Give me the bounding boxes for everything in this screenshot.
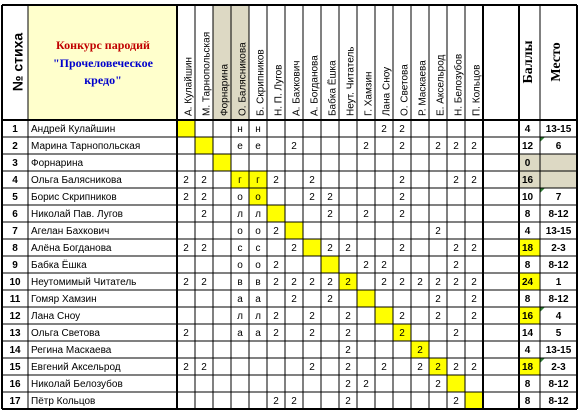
vote-cell: н xyxy=(255,124,261,136)
row-score: 18 xyxy=(521,362,534,374)
vote-cell: 2 xyxy=(435,311,441,323)
vote-cell: 2 xyxy=(471,175,477,187)
vote-cell: 2 xyxy=(201,277,207,289)
self-vote-cell xyxy=(213,154,231,171)
cell-comment-marker xyxy=(540,137,545,142)
self-vote-cell xyxy=(195,137,213,154)
vote-cell: 2 xyxy=(327,209,333,221)
vote-cell: в xyxy=(255,277,261,289)
row-number: 14 xyxy=(9,345,21,357)
row-number: 15 xyxy=(9,362,21,374)
row-place: 13-15 xyxy=(545,345,572,357)
vote-cell: 2 xyxy=(345,379,351,391)
judge-header-label: Н. П. Лугов xyxy=(273,64,285,116)
row-number: 10 xyxy=(9,277,21,289)
row-score: 8 xyxy=(524,209,531,221)
vote-cell: 2 xyxy=(399,124,405,136)
vote-cell: 2 xyxy=(471,362,477,374)
vote-cell: 2 xyxy=(381,362,387,374)
row-score: 4 xyxy=(524,226,531,238)
self-vote-cell xyxy=(267,205,285,222)
row-number: 6 xyxy=(12,209,18,221)
vote-cell: н xyxy=(237,124,243,136)
vote-cell: л xyxy=(237,209,243,221)
vote-cell: 2 xyxy=(363,141,369,153)
vote-cell: 2 xyxy=(273,328,279,340)
vote-cell: 2 xyxy=(183,328,189,340)
vote-cell: 2 xyxy=(381,260,387,272)
row-score: 8 xyxy=(524,396,531,408)
vote-cell: е xyxy=(255,141,261,153)
vote-cell: 2 xyxy=(345,311,351,323)
vote-cell: 2 xyxy=(417,362,423,374)
vote-cell: 2 xyxy=(381,124,387,136)
judge-header-label: А. Бахкович xyxy=(291,60,303,116)
row-number: 1 xyxy=(12,124,18,136)
row-place: 1 xyxy=(555,277,562,289)
vote-cell: 2 xyxy=(453,141,459,153)
judge-header-label: П. Кольцов xyxy=(471,64,483,116)
row-author-name: Пётр Кольцов xyxy=(31,396,96,408)
vote-cell: 2 xyxy=(345,396,351,408)
row-place: 7 xyxy=(555,192,562,204)
vote-cell: 2 xyxy=(399,328,405,340)
row-author-name: Форнарина xyxy=(31,158,84,170)
row-author-name: Николай Белозубов xyxy=(31,379,123,391)
vote-cell: 2 xyxy=(471,141,477,153)
row-author-name: Бабка Ёшка xyxy=(31,260,87,272)
row-place: 13-15 xyxy=(545,124,572,136)
row-author-name: Агелан Бахкович xyxy=(31,226,110,238)
self-vote-cell xyxy=(285,222,303,239)
vote-cell: 2 xyxy=(291,277,297,289)
row-author-name: Лана Сноу xyxy=(31,311,81,323)
vote-cell: 2 xyxy=(345,277,351,289)
vote-cell: с xyxy=(255,243,261,255)
vote-cell: 2 xyxy=(453,175,459,187)
row-author-name: Гомяр Хамзин xyxy=(31,294,97,306)
row-number: 13 xyxy=(9,328,21,340)
vote-cell: 2 xyxy=(363,379,369,391)
header-place-label: Место xyxy=(549,42,565,82)
row-place: 8-12 xyxy=(548,294,569,306)
vote-cell: 2 xyxy=(435,277,441,289)
row-place: 8-12 xyxy=(548,260,569,272)
row-score: 24 xyxy=(521,277,534,289)
vote-cell: г xyxy=(256,175,260,187)
title-line2: "Прочеловеческое xyxy=(52,56,154,70)
vote-cell: 2 xyxy=(309,362,315,374)
row-score: 18 xyxy=(521,243,534,255)
row-author-name: Регина Маскаева xyxy=(31,345,112,357)
vote-cell: о xyxy=(237,192,243,204)
cell-comment-marker xyxy=(540,188,545,193)
vote-cell: 2 xyxy=(345,243,351,255)
vote-cell: о xyxy=(237,260,243,272)
vote-cell: 2 xyxy=(183,277,189,289)
self-vote-cell xyxy=(321,256,339,273)
row-number: 5 xyxy=(12,192,18,204)
self-vote-cell xyxy=(177,120,195,137)
row-place: 6 xyxy=(555,141,562,153)
vote-cell: 2 xyxy=(345,328,351,340)
vote-cell: а xyxy=(237,294,243,306)
vote-cell: 2 xyxy=(273,260,279,272)
row-author-name: Борис Скрипников xyxy=(31,192,117,204)
vote-cell: 2 xyxy=(183,362,189,374)
vote-cell: л xyxy=(255,209,261,221)
judge-header-label: М. Тарнопольская xyxy=(201,31,213,116)
row-score: 4 xyxy=(524,124,531,136)
row-number: 2 xyxy=(12,141,18,153)
row-number: 8 xyxy=(12,243,18,255)
vote-cell: 2 xyxy=(327,277,333,289)
vote-cell: 2 xyxy=(309,175,315,187)
vote-cell: о xyxy=(255,192,261,204)
judge-header-label: Неут. Читатель xyxy=(345,46,357,116)
vote-cell: 2 xyxy=(327,294,333,306)
row-score: 8 xyxy=(524,294,531,306)
judge-header-label: А. Кулайшин xyxy=(183,57,195,116)
row-place: 5 xyxy=(555,328,562,340)
vote-cell: в xyxy=(237,277,243,289)
row-number: 12 xyxy=(9,311,21,323)
vote-cell: 2 xyxy=(183,243,189,255)
row-number: 3 xyxy=(12,158,18,170)
row-score: 0 xyxy=(524,158,531,170)
cell-comment-marker xyxy=(540,307,545,312)
judge-header-label: Форнарина xyxy=(219,63,231,116)
vote-cell: 2 xyxy=(291,294,297,306)
vote-cell: 2 xyxy=(309,311,315,323)
vote-cell: а xyxy=(255,328,261,340)
header-num-label: № стиха xyxy=(9,32,26,92)
row-place: 4 xyxy=(555,311,562,323)
vote-cell: 2 xyxy=(453,260,459,272)
judge-header-label: Г. Хамзин xyxy=(363,71,375,116)
vote-cell: 2 xyxy=(273,277,279,289)
vote-cell: 2 xyxy=(273,311,279,323)
row-number: 17 xyxy=(9,396,21,408)
row-author-name: Алёна Богданова xyxy=(31,243,112,255)
vote-cell: 2 xyxy=(435,294,441,306)
row-score: 10 xyxy=(521,192,534,204)
vote-cell: 2 xyxy=(183,192,189,204)
vote-cell: о xyxy=(237,226,243,238)
vote-cell: 2 xyxy=(435,226,441,238)
title-line1: Конкурс пародий xyxy=(56,38,150,52)
row-number: 4 xyxy=(12,175,18,187)
vote-cell: 2 xyxy=(273,226,279,238)
vote-cell: а xyxy=(255,294,261,306)
vote-cell: е xyxy=(237,141,243,153)
cell-comment-marker xyxy=(540,358,545,363)
vote-cell: 2 xyxy=(471,243,477,255)
judge-header-label: Н. Белозубов xyxy=(453,53,465,116)
vote-cell: 2 xyxy=(453,396,459,408)
vote-cell: 2 xyxy=(327,192,333,204)
judge-header-label: О. Светова xyxy=(399,64,411,116)
vote-cell: 2 xyxy=(201,362,207,374)
vote-cell: 2 xyxy=(435,379,441,391)
row-place: 13-15 xyxy=(545,226,572,238)
vote-cell: 2 xyxy=(399,175,405,187)
vote-cell: 2 xyxy=(309,328,315,340)
vote-cell: л xyxy=(237,311,243,323)
row-score: 4 xyxy=(524,345,531,357)
vote-cell: 2 xyxy=(345,362,351,374)
vote-cell: 2 xyxy=(417,345,423,357)
vote-cell: 2 xyxy=(201,243,207,255)
row-number: 11 xyxy=(9,294,21,306)
row-number: 9 xyxy=(12,260,18,272)
vote-cell: 2 xyxy=(363,209,369,221)
judge-header-label: А. Богданова xyxy=(309,55,321,116)
vote-cell: 2 xyxy=(291,396,297,408)
row-author-name: Неутомимый Читатель xyxy=(31,277,137,289)
row-author-name: Андрей Кулайшин xyxy=(31,124,116,136)
row-score: 8 xyxy=(524,379,531,391)
vote-cell: 2 xyxy=(309,277,315,289)
vote-cell: 2 xyxy=(381,277,387,289)
judge-header-label: Лана Сноу xyxy=(381,66,393,116)
judge-header-label: Е. Аксельрод xyxy=(435,54,447,116)
vote-cell: 2 xyxy=(453,328,459,340)
vote-cell: 2 xyxy=(399,192,405,204)
vote-cell: 2 xyxy=(399,311,405,323)
place-shade xyxy=(540,171,577,188)
vote-cell: 2 xyxy=(399,141,405,153)
vote-cell: 2 xyxy=(273,396,279,408)
row-score: 14 xyxy=(521,328,534,340)
vote-cell: 2 xyxy=(201,192,207,204)
self-vote-cell xyxy=(303,239,321,256)
vote-cell: 2 xyxy=(399,277,405,289)
vote-cell: 2 xyxy=(453,277,459,289)
vote-cell: о xyxy=(255,260,261,272)
self-vote-cell xyxy=(375,307,393,324)
self-vote-cell xyxy=(447,375,465,392)
judge-header-label: Б. Скрипников xyxy=(255,49,267,116)
vote-cell: 2 xyxy=(363,260,369,272)
title-line3: кредо" xyxy=(84,73,122,87)
vote-cell: 2 xyxy=(435,141,441,153)
vote-cell: 2 xyxy=(345,345,351,357)
row-place: 2-3 xyxy=(551,243,566,255)
vote-cell: с xyxy=(237,243,243,255)
vote-cell: 2 xyxy=(291,141,297,153)
self-vote-cell xyxy=(357,290,375,307)
row-author-name: Николай Пав. Лугов xyxy=(31,209,123,221)
vote-cell: 2 xyxy=(291,243,297,255)
row-number: 7 xyxy=(12,226,18,238)
vote-cell: 2 xyxy=(417,277,423,289)
vote-cell: 2 xyxy=(327,243,333,255)
vote-cell: 2 xyxy=(273,175,279,187)
vote-cell: а xyxy=(237,328,243,340)
place-shade xyxy=(540,154,577,171)
vote-cell: о xyxy=(255,226,261,238)
row-place: 8-12 xyxy=(548,209,569,221)
header-score-label: Баллы xyxy=(521,40,537,84)
row-score: 16 xyxy=(521,311,534,323)
row-score: 16 xyxy=(521,175,534,187)
vote-cell: 2 xyxy=(453,362,459,374)
vote-cell: 2 xyxy=(399,243,405,255)
vote-cell: 2 xyxy=(471,294,477,306)
vote-cell: л xyxy=(255,311,261,323)
self-vote-cell xyxy=(465,392,483,409)
vote-cell: 2 xyxy=(471,277,477,289)
vote-cell: 2 xyxy=(201,175,207,187)
vote-cell: 2 xyxy=(309,192,315,204)
row-author-name: Ольга Светова xyxy=(31,328,100,340)
judge-header-label: Р. Маскаева xyxy=(417,60,429,116)
vote-cell: 2 xyxy=(471,311,477,323)
vote-cell: 2 xyxy=(435,362,441,374)
vote-cell: 2 xyxy=(453,243,459,255)
row-author-name: Ольга Балясникова xyxy=(31,175,122,187)
row-place: 2-3 xyxy=(551,362,566,374)
judge-header-label: Бабка Ёшка xyxy=(327,60,339,116)
row-place: 8-12 xyxy=(548,396,569,408)
vote-cell: 2 xyxy=(399,209,405,221)
vote-cell: г xyxy=(238,175,242,187)
row-author-name: Марина Тарнопольская xyxy=(31,141,141,153)
vote-cell: 2 xyxy=(183,175,189,187)
judge-header-label: О. Балясникова xyxy=(237,42,249,116)
row-score: 12 xyxy=(521,141,534,153)
row-number: 16 xyxy=(9,379,21,391)
row-author-name: Евгений Аксельрод xyxy=(31,362,121,374)
row-score: 8 xyxy=(524,260,531,272)
vote-cell: 2 xyxy=(201,209,207,221)
row-place: 8-12 xyxy=(548,379,569,391)
